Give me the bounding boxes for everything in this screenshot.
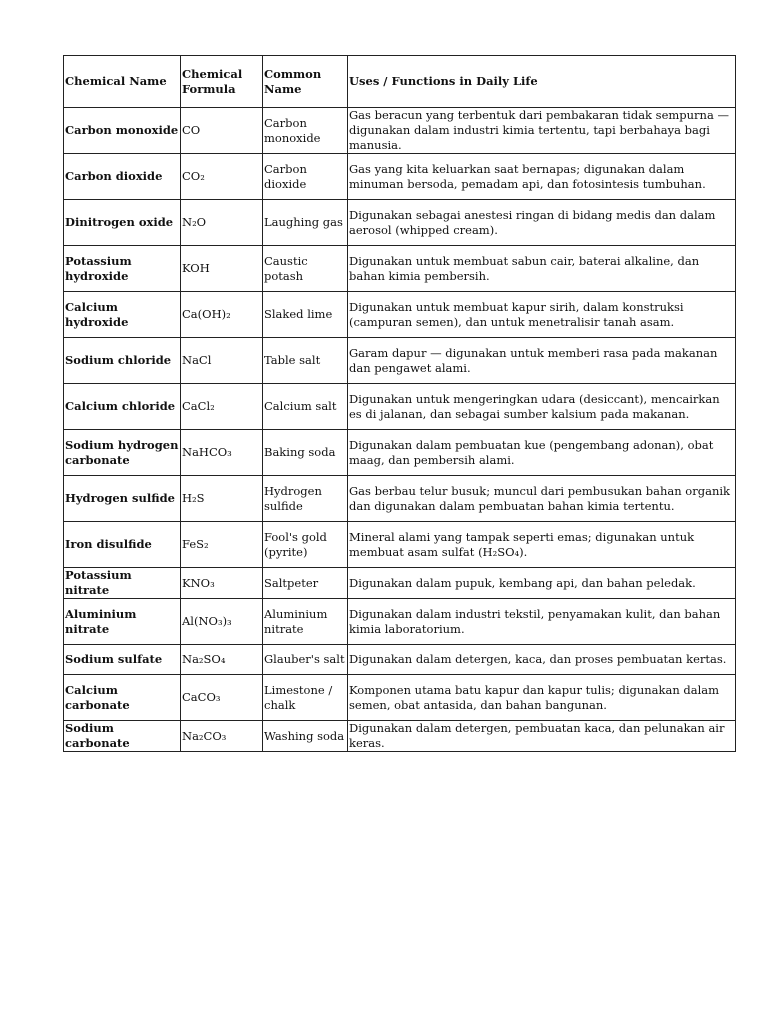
chemical-formula-cell: NaHCO₃ <box>181 430 263 476</box>
uses-cell: Gas berbau telur busuk; muncul dari pembusukan bahan organik dan digunakan dalam pembuatan bahan kimia tertentu. <box>348 476 736 522</box>
chemical-formula-cell: H₂S <box>181 476 263 522</box>
uses-cell: Digunakan dalam industri tekstil, penyamakan kulit, dan bahan kimia laboratorium. <box>348 599 736 645</box>
chemical-formula-cell: Na₂SO₄ <box>181 645 263 675</box>
chemical-name-cell: Carbon dioxide <box>64 154 181 200</box>
common-name-cell: Fool's gold (pyrite) <box>263 522 348 568</box>
chemical-table <box>63 55 736 752</box>
chemical-formula-cell: CaCl₂ <box>181 384 263 430</box>
table-row <box>64 645 736 675</box>
chemical-formula-cell: CO₂ <box>181 154 263 200</box>
common-name-cell: Glauber's salt <box>263 645 348 675</box>
chemical-name-cell: Calcium chloride <box>64 384 181 430</box>
uses-cell: Digunakan sebagai anestesi ringan di bidang medis dan dalam aerosol (whipped cream). <box>348 200 736 246</box>
header-chemical-name: Chemical Name <box>64 56 181 108</box>
uses-cell: Garam dapur — digunakan untuk memberi rasa pada makanan dan pengawet alami. <box>348 338 736 384</box>
common-name-cell: Hydrogen sulfide <box>263 476 348 522</box>
common-name-cell: Slaked lime <box>263 292 348 338</box>
common-name-cell: Saltpeter <box>263 568 348 599</box>
chemical-formula-cell: Na₂CO₃ <box>181 721 263 752</box>
table-row <box>64 675 736 721</box>
uses-cell: Digunakan dalam detergen, pembuatan kaca, dan pelunakan air keras. <box>348 721 736 752</box>
header-uses: Uses / Functions in Daily Life <box>348 56 736 108</box>
chemical-formula-cell: N₂O <box>181 200 263 246</box>
chemical-formula-cell: NaCl <box>181 338 263 384</box>
header-common-name: Common Name <box>263 56 348 108</box>
chemical-name-cell: Iron disulfide <box>64 522 181 568</box>
table-header-row <box>64 56 736 108</box>
table-row <box>64 292 736 338</box>
table-row <box>64 338 736 384</box>
table-body <box>64 108 736 752</box>
chemical-name-cell: Dinitrogen oxide <box>64 200 181 246</box>
table-row <box>64 246 736 292</box>
table-row <box>64 476 736 522</box>
uses-cell: Gas yang kita keluarkan saat bernapas; digunakan dalam minuman bersoda, pemadam api, dan fotosintesis tumbuhan. <box>348 154 736 200</box>
table-row <box>64 108 736 154</box>
chemical-formula-cell: KOH <box>181 246 263 292</box>
table-row <box>64 154 736 200</box>
uses-cell: Digunakan dalam pembuatan kue (pengembang adonan), obat maag, dan pembersih alami. <box>348 430 736 476</box>
chemical-name-cell: Calcium hydroxide <box>64 292 181 338</box>
common-name-cell: Caustic potash <box>263 246 348 292</box>
chemical-name-cell: Hydrogen sulfide <box>64 476 181 522</box>
chemical-name-cell: Aluminium nitrate <box>64 599 181 645</box>
uses-cell: Digunakan untuk mengeringkan udara (desiccant), mencairkan es di jalanan, dan sebagai sumber kalsium pada makanan. <box>348 384 736 430</box>
common-name-cell: Table salt <box>263 338 348 384</box>
chemical-formula-cell: Ca(OH)₂ <box>181 292 263 338</box>
uses-cell: Digunakan untuk membuat sabun cair, baterai alkaline, dan bahan kimia pembersih. <box>348 246 736 292</box>
common-name-cell: Washing soda <box>263 721 348 752</box>
common-name-cell: Carbon dioxide <box>263 154 348 200</box>
chemical-name-cell: Potassium hydroxide <box>64 246 181 292</box>
table-row <box>64 522 736 568</box>
common-name-cell: Laughing gas <box>263 200 348 246</box>
uses-cell: Digunakan untuk membuat kapur sirih, dalam konstruksi (campuran semen), dan untuk menetralisir tanah asam. <box>348 292 736 338</box>
uses-cell: Mineral alami yang tampak seperti emas; digunakan untuk membuat asam sulfat (H₂SO₄). <box>348 522 736 568</box>
document-page <box>63 55 735 752</box>
table-row <box>64 384 736 430</box>
chemical-name-cell: Calcium carbonate <box>64 675 181 721</box>
chemical-formula-cell: Al(NO₃)₃ <box>181 599 263 645</box>
table-row <box>64 568 736 599</box>
table-row <box>64 200 736 246</box>
chemical-name-cell: Potassium nitrate <box>64 568 181 599</box>
table-row <box>64 599 736 645</box>
uses-cell: Gas beracun yang terbentuk dari pembakaran tidak sempurna — digunakan dalam industri kimia tertentu, tapi berbahaya bagi manusia. <box>348 108 736 154</box>
common-name-cell: Limestone / chalk <box>263 675 348 721</box>
uses-cell: Komponen utama batu kapur dan kapur tulis; digunakan dalam semen, obat antasida, dan bahan bangunan. <box>348 675 736 721</box>
chemical-formula-cell: KNO₃ <box>181 568 263 599</box>
chemical-formula-cell: CO <box>181 108 263 154</box>
uses-cell: Digunakan dalam detergen, kaca, dan proses pembuatan kertas. <box>348 645 736 675</box>
chemical-formula-cell: FeS₂ <box>181 522 263 568</box>
header-chemical-formula: Chemical Formula <box>181 56 263 108</box>
common-name-cell: Aluminium nitrate <box>263 599 348 645</box>
table-row <box>64 430 736 476</box>
chemical-name-cell: Sodium hydrogen carbonate <box>64 430 181 476</box>
table-row <box>64 721 736 752</box>
uses-cell: Digunakan dalam pupuk, kembang api, dan bahan peledak. <box>348 568 736 599</box>
chemical-name-cell: Sodium carbonate <box>64 721 181 752</box>
chemical-formula-cell: CaCO₃ <box>181 675 263 721</box>
chemical-name-cell: Sodium chloride <box>64 338 181 384</box>
chemical-name-cell: Sodium sulfate <box>64 645 181 675</box>
common-name-cell: Baking soda <box>263 430 348 476</box>
chemical-name-cell: Carbon monoxide <box>64 108 181 154</box>
common-name-cell: Carbon monoxide <box>263 108 348 154</box>
common-name-cell: Calcium salt <box>263 384 348 430</box>
